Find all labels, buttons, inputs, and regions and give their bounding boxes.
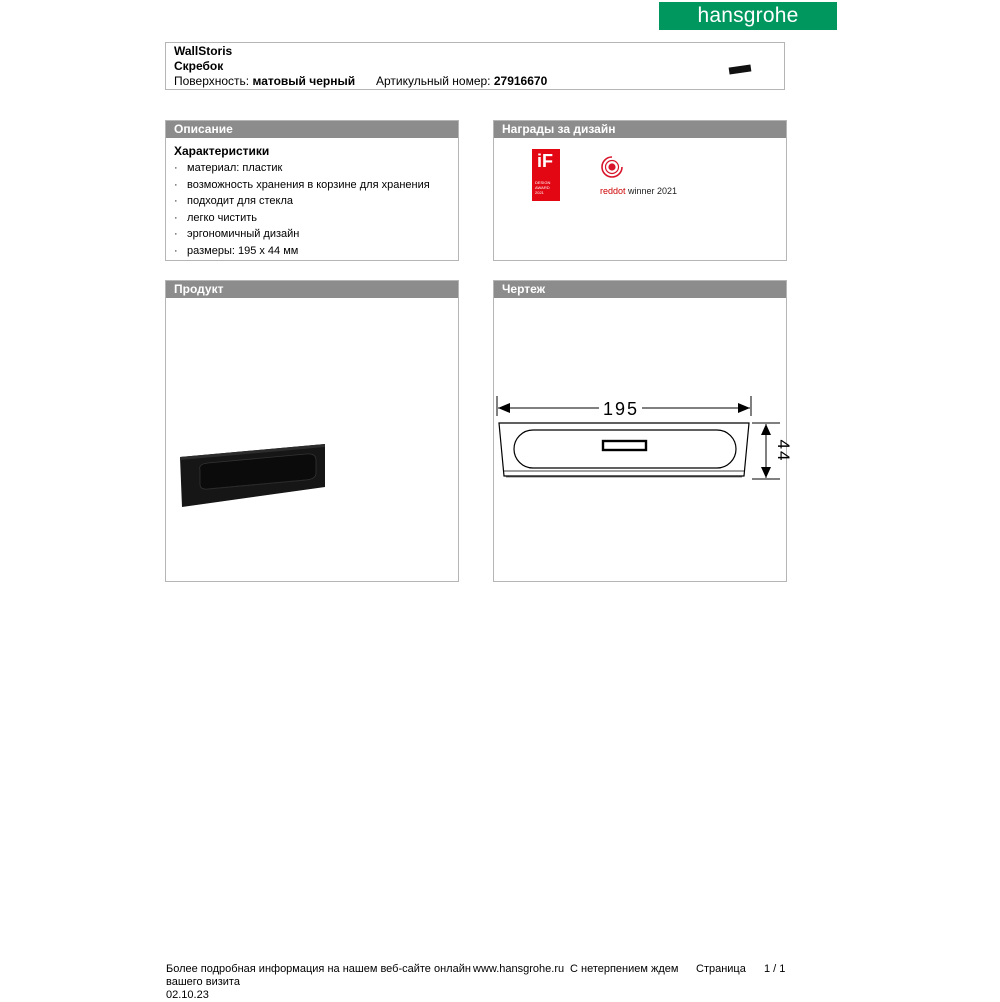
description-panel <box>165 120 459 261</box>
footer-date: 02.10.23 <box>166 989 209 1001</box>
awards-panel <box>493 120 787 261</box>
awards-title: Награды за дизайн <box>494 121 786 138</box>
features-title: Характеристики <box>174 144 270 158</box>
list-item: · материал: пластик <box>174 162 283 174</box>
surface-row <box>174 74 355 88</box>
technical-drawing <box>494 391 793 491</box>
footer-visit-text: вашего визита <box>166 976 240 988</box>
product-header <box>165 42 785 90</box>
article-label: Артикульный номер: <box>376 74 491 88</box>
footer-more-info: Более подробная информация на нашем веб-сайте онлайн <box>166 963 471 975</box>
description-title: Описание <box>166 121 458 138</box>
list-item: · возможность хранения в корзине для хранения <box>174 178 430 191</box>
article-value: 27916670 <box>493 74 548 88</box>
hansgrohe-logo: hansgrohe <box>659 2 837 30</box>
footer-page-label: Страница <box>696 963 746 975</box>
footer-page-number: 1 / 1 <box>764 963 786 975</box>
reddot-award-text: reddot winner 2021 <box>600 186 678 196</box>
drawing-title: Чертеж <box>494 281 786 298</box>
height-dimension-label: 44 <box>774 439 793 463</box>
surface-value: матовый черный <box>252 74 356 88</box>
width-dimension-label: 195 <box>602 399 640 419</box>
list-item: · размеры: 195 x 44 мм <box>174 244 299 257</box>
features-list <box>174 160 430 259</box>
product-panel <box>165 280 459 582</box>
list-item: · подходит для стекла <box>174 195 294 207</box>
scraper-product-image <box>178 442 328 512</box>
product-line: WallStoris <box>174 44 233 58</box>
if-design-award-logo: iF DESIGN AWARD 2021 <box>532 149 560 201</box>
surface-label: Поверхность: <box>174 74 250 88</box>
article-row <box>376 74 547 88</box>
color-swatch <box>729 65 752 75</box>
footer-wait-text: С нетерпением ждем <box>570 963 679 975</box>
list-item: · легко чистить <box>174 211 257 224</box>
product-name: Скребок <box>174 59 224 73</box>
list-item: · эргономичный дизайн <box>174 228 300 240</box>
reddot-icon <box>600 155 624 179</box>
product-title: Продукт <box>166 281 458 298</box>
drawing-panel <box>493 280 793 582</box>
footer-website-link[interactable]: www.hansgrohe.ru <box>473 963 565 975</box>
